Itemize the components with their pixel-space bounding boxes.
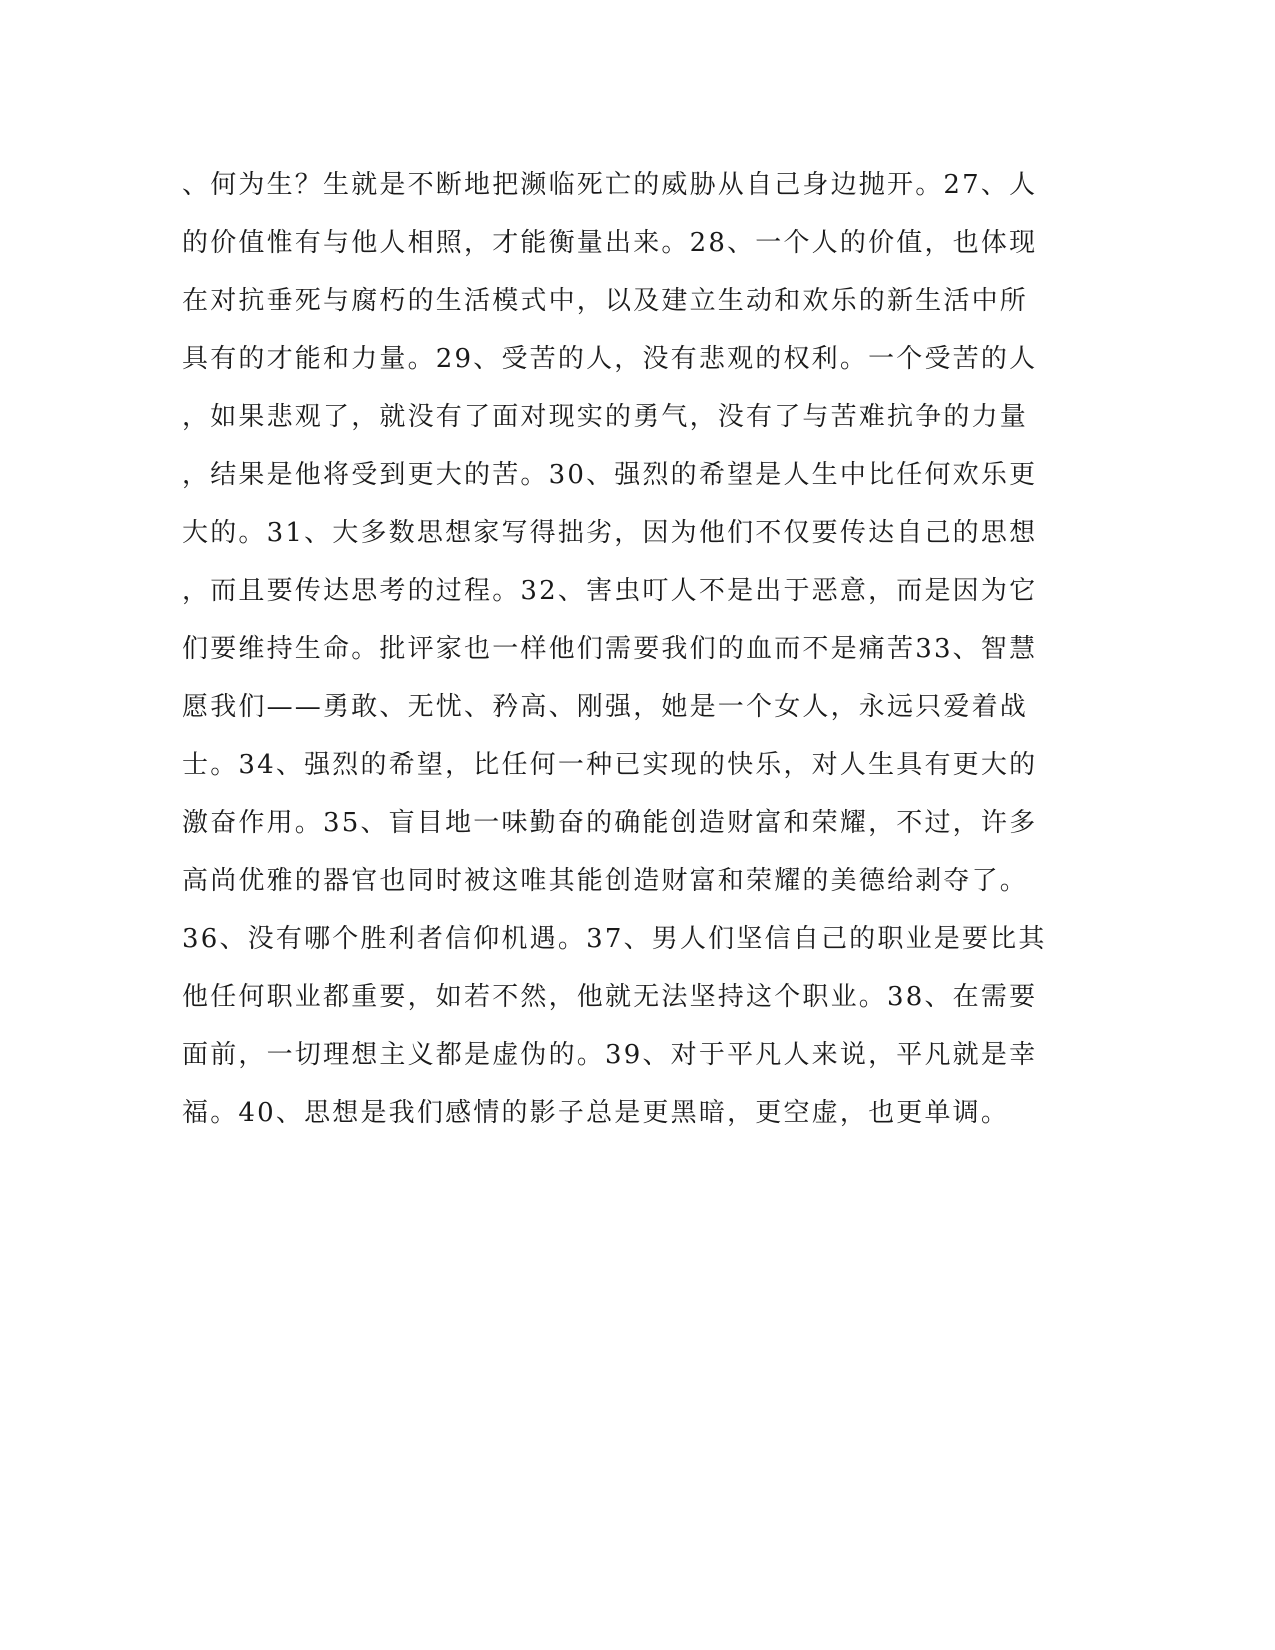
text-line: ，而且要传达思考的过程。32、害虫叮人不是出于恶意，而是因为它 [182, 576, 1038, 606]
text-line: 具有的才能和力量。29、受苦的人，没有悲观的权利。一个受苦的人 [182, 344, 1038, 374]
text-line: 的价值惟有与他人相照，才能衡量出来。28、一个人的价值，也体现 [182, 228, 1038, 258]
text-line: 他任何职业都重要，如若不然，他就无法坚持这个职业。38、在需要 [182, 982, 1038, 1012]
body-text [182, 156, 1047, 1142]
text-line: ，如果悲观了，就没有了面对现实的勇气，没有了与苦难抗争的力量 [182, 402, 1029, 432]
text-line: 大的。31、大多数思想家写得拙劣，因为他们不仅要传达自己的思想 [182, 518, 1038, 548]
text-line: 在对抗垂死与腐朽的生活模式中，以及建立生动和欢乐的新生活中所 [182, 286, 1029, 316]
text-line: ，结果是他将受到更大的苦。30、强烈的希望是人生中比任何欢乐更 [182, 460, 1038, 490]
text-line: 福。40、思想是我们感情的影子总是更黑暗，更空虚，也更单调。 [182, 1098, 1010, 1128]
text-line: 激奋作用。35、盲目地一味勤奋的确能创造财富和荣耀，不过，许多 [182, 808, 1038, 838]
text-line: 、何为生？生就是不断地把濒临死亡的威胁从自己身边抛开。27、人 [182, 170, 1038, 200]
text-line: 们要维持生命。批评家也一样他们需要我们的血而不是痛苦33、智慧 [182, 634, 1038, 664]
text-line: 面前，一切理想主义都是虚伪的。39、对于平凡人来说，平凡就是幸 [182, 1040, 1038, 1070]
text-line: 士。34、强烈的希望，比任何一种已实现的快乐，对人生具有更大的 [182, 750, 1038, 780]
text-line: 高尚优雅的器官也同时被这唯其能创造财富和荣耀的美德给剥夺了。 [182, 866, 1029, 896]
text-line: 愿我们——勇敢、无忧、矜高、刚强，她是一个女人，永远只爱着战 [182, 692, 1029, 722]
text-line: 36、没有哪个胜利者信仰机遇。37、男人们坚信自己的职业是要比其 [182, 924, 1047, 954]
